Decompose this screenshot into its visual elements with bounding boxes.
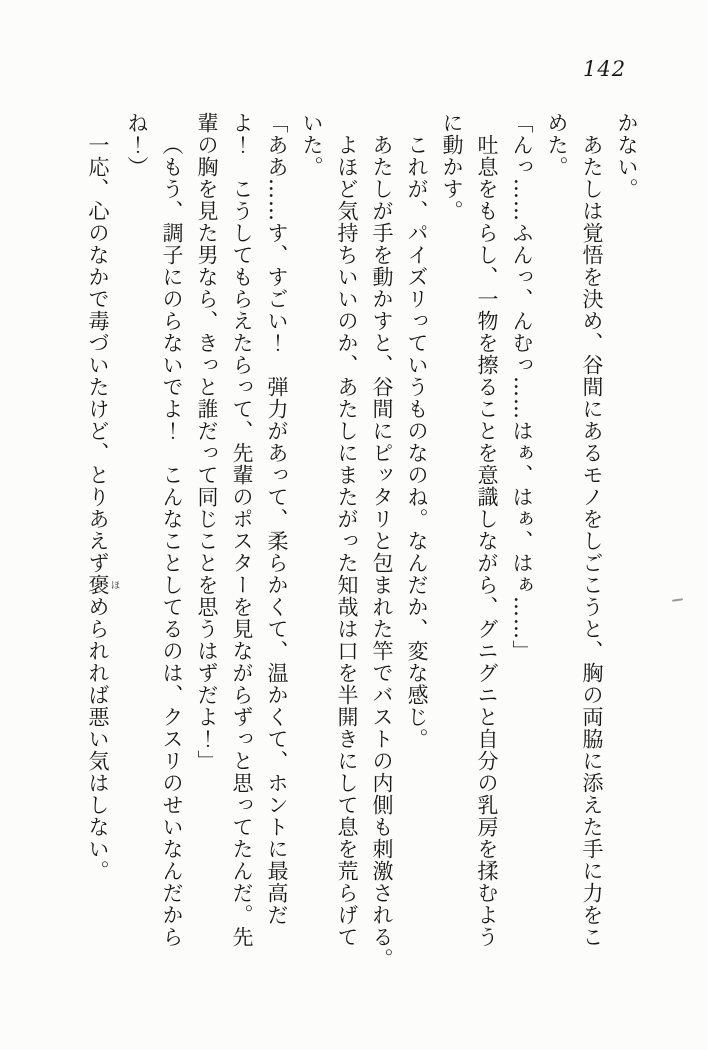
scan-artifact xyxy=(672,598,683,602)
text-line: これが、パイズリっていうものなのね。なんだか、変な感じ。 xyxy=(405,134,429,750)
text-line: 吐息をもらし、一物を擦ることを意識しながら、グニグニと自分の乳房を揉むよう xyxy=(475,134,499,948)
text-line: めた。 xyxy=(545,112,569,178)
text-line: あたしは覚悟を決め、谷間にあるモノをしごこうと、胸の両脇に添えた手に力をこ xyxy=(580,134,604,948)
text-line: よほど気持ちいいのか、あたしにまたがった知哉は口を半開きにして息を荒らげて xyxy=(335,134,359,948)
page-number: 142 xyxy=(583,57,627,81)
text-line: に動かす。 xyxy=(440,112,464,222)
text-line: よ！ こうしてもらえたらって、先輩のポスターを見ながらずっと思ってたんだ。先 xyxy=(230,112,254,948)
text-line: かない。 xyxy=(615,112,639,200)
text-line: （もう、調子にのらないでよ！ こんなことしてるのは、クスリのせいなんだから xyxy=(160,134,184,948)
text-line: ね！） xyxy=(125,112,149,178)
text-line: いた。 xyxy=(300,112,324,178)
text-line: 一応、心のなかで毒づいたけど、とりあえず褒ほめられれば悪い気はしない。 xyxy=(86,134,120,882)
text-line: 「ああ……す、すごい！ 弾力があって、柔らかくて、温かくて、ホントに最高だ xyxy=(265,112,289,926)
text-line: あたしが手を動かすと、谷間にピッタリと包まれた竿でバストの内側も刺激される。 xyxy=(370,134,394,970)
text-line: 輩の胸を見た男なら、きっと誰だって同じことを思うはずだよ！」 xyxy=(195,112,219,772)
text-block xyxy=(84,112,644,970)
text-line: 「んっ……ふんっ、んむっ……はぁ、はぁ、はぁ……」 xyxy=(510,112,534,662)
furigana-ruby: 褒ほ xyxy=(86,574,120,596)
